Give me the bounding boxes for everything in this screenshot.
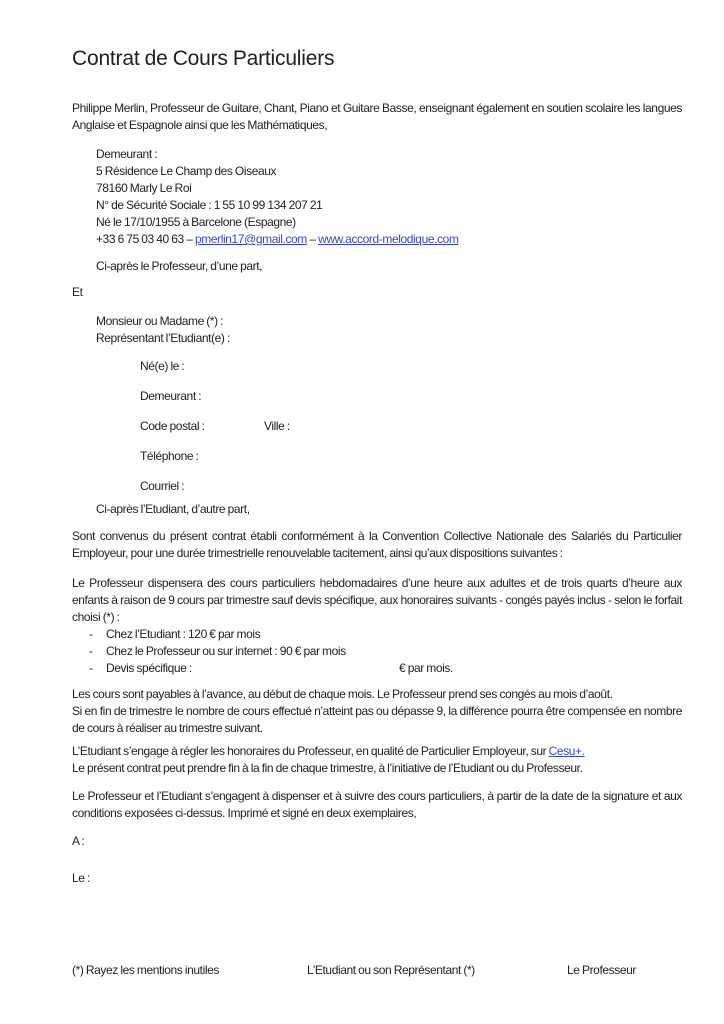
- tariff-item-custom: [72, 660, 682, 677]
- tariff-item-label: Devis spécifique :: [106, 661, 192, 675]
- tariff-item-professor: [72, 643, 682, 660]
- signature-footer: [72, 962, 682, 979]
- professor-closing-line: Ci-après le Professeur, d’une part,: [96, 259, 263, 273]
- contact-separator-1: –: [186, 232, 193, 246]
- professor-address-line-1: 5 Résidence Le Champ des Oiseaux: [96, 164, 277, 178]
- dash-bullet-icon: -: [89, 661, 93, 675]
- student-closing-line: Ci-après l’Etudiant, d’autre part,: [96, 502, 250, 516]
- professor-email-link[interactable]: pmerlin17@gmail.com: [194, 232, 307, 246]
- dash-bullet-icon: -: [89, 627, 93, 641]
- connector-et: Et: [72, 285, 83, 299]
- field-city-label: Ville :: [264, 419, 290, 433]
- page-title: Contrat de Cours Particuliers: [72, 47, 335, 70]
- professor-website-link[interactable]: www.accord-melodique.com: [318, 232, 459, 246]
- field-phone-label: Téléphone :: [140, 449, 199, 463]
- dash-bullet-icon: -: [89, 644, 93, 658]
- contact-separator-2: –: [309, 232, 316, 246]
- field-postal-label: Code postal :: [140, 419, 205, 433]
- intro-paragraph: Philippe Merlin, Professeur de Guitare, Chant, Piano et Guitare Basse, enseignant également en soutien scolaire les langues Anglaise et Espagnole ainsi que les Mathématiques,: [72, 101, 682, 132]
- tariff-item-home: [72, 626, 682, 643]
- cesu-paragraph: [72, 743, 682, 760]
- student-fields-block: [72, 358, 682, 495]
- student-heading-block: [96, 313, 682, 347]
- field-postal-city-row: [140, 418, 682, 435]
- professor-residence-label: Demeurant :: [96, 147, 158, 161]
- agreement-paragraph: Sont convenus du présent contrat établi conformément à la Convention Collective Nationale des Salariés du Particulier Employeur, pour une durée trimestrielle renouvelable tacitement, ainsi qu’aux dispositions suivantes :: [72, 529, 682, 560]
- termination-paragraph: Le présent contrat peut prendre fin à la fin de chaque trimestre, à l’initiative de l’Etudiant ou du Professeur.: [72, 761, 583, 775]
- professor-ssn-line: N° de Sécurité Sociale : 1 55 10 99 134 207 21: [96, 198, 323, 212]
- cesu-text: L’Etudiant s’engage à régler les honoraires du Professeur, en qualité de Particulier Employeur, sur: [72, 744, 549, 758]
- professor-birth-line: Né le 17/10/1955 à Barcelone (Espagne): [96, 215, 296, 229]
- footer-professor-signature: Le Professeur: [567, 963, 637, 977]
- tariff-item-text: Chez l’Etudiant : 120 € par mois: [106, 627, 261, 641]
- professor-address-line-2: 78160 Marly Le Roi: [96, 181, 192, 195]
- courses-paragraph: Le Professeur dispensera des cours particuliers hebdomadaires d’une heure aux adultes et de trois quarts d’heure aux enfants à raison de 9 cours par trimestre sauf devis spécifique, aux honoraires suivants - congés payés inclus - selon le forfait choisi (*) :: [72, 576, 682, 624]
- cesu-link[interactable]: Cesu+.: [548, 744, 585, 758]
- tariff-item-text: Chez le Professeur ou sur internet : 90 € par mois: [106, 644, 346, 658]
- document-content: [72, 0, 682, 887]
- footer-note: (*) Rayez les mentions inutiles: [72, 963, 219, 977]
- tariff-item-suffix: € par mois.: [399, 661, 453, 675]
- student-heading-line-1: Monsieur ou Madame (*) :: [96, 314, 224, 328]
- field-email-label: Courriel :: [140, 479, 185, 493]
- footer-student-signature: L’Etudiant ou son Représentant (*): [307, 963, 475, 977]
- place-line: A :: [72, 834, 85, 848]
- date-line: Le :: [72, 871, 90, 885]
- tariff-list: [72, 626, 682, 677]
- professor-address-block: [96, 146, 682, 248]
- student-heading-line-2: Représentant l’Etudiant(e) :: [96, 331, 230, 345]
- field-residence-label: Demeurant :: [140, 389, 202, 403]
- engagement-paragraph: Le Professeur et l’Etudiant s’engagent à dispenser et à suivre des cours particuliers, à partir de la date de la signature et aux conditions exposées ci-dessus. Imprimé et signé en deux exemplaires,: [72, 789, 682, 820]
- payment-paragraph: Les cours sont payables à l’avance, au début de chaque mois. Le Professeur prend ses congés au mois d’août.: [72, 687, 613, 701]
- field-birth-label: Né(e) le :: [140, 359, 185, 373]
- professor-contact-line: [96, 231, 682, 248]
- professor-phone: +33 6 75 03 40 63: [96, 232, 184, 246]
- adjustment-paragraph: Si en fin de trimestre le nombre de cours effectué n’atteint pas ou dépasse 9, la différence pourra être compensée en nombre de cours à réaliser au trimestre suivant.: [72, 704, 682, 735]
